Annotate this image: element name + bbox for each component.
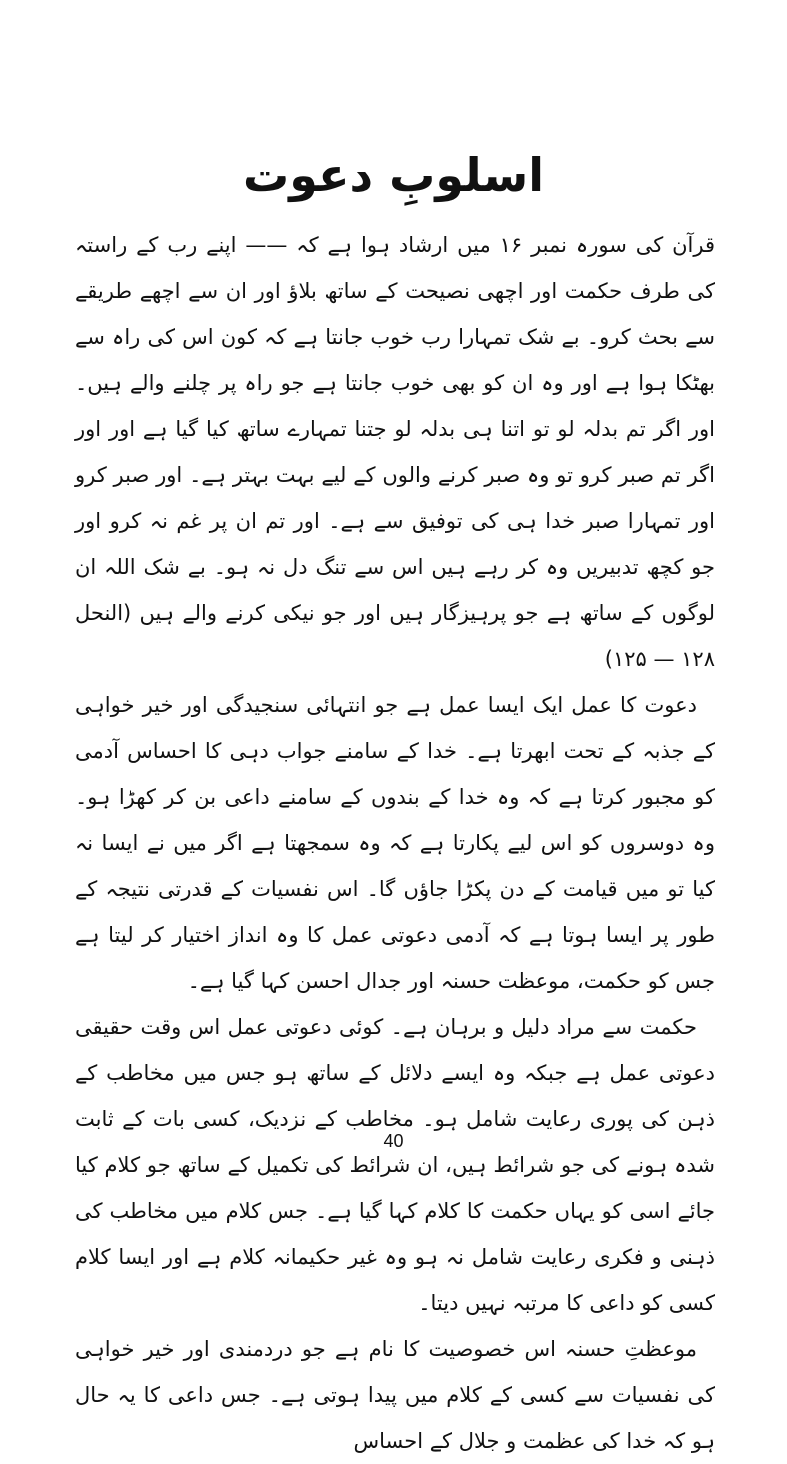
paragraph-dawah-action: دعوت کا عمل ایک ایسا عمل ہے جو انتہائی سنجیدگی اور خیر خواہی کے جذبہ کے تحت ابھرتا ہے۔ خدا کے سامنے جواب دہی کا احساس آدمی کو مجبور کرتا ہے کہ وہ خدا کے بندوں کے سامنے داعی بن کر کھڑا ہو۔ وہ دوسروں کو اس لیے پکارتا ہے کہ وہ سمجھتا ہے اگر میں نے ایسا نہ کیا تو میں قیامت کے دن پکڑا جاؤں گا۔ اس نفسیات کے قدرتی نتیجہ کے طور پر ایسا ہوتا ہے کہ آدمی دعوتی عمل کا وہ انداز اختیار کر لیتا ہے جس کو حکمت، موعظت حسنہ اور جدال احسن کہا گیا ہے۔ (75, 693, 715, 993)
body-text (75, 222, 715, 1464)
page-title: اسلوبِ دعوت (243, 148, 544, 202)
paragraph-mawizat-hasanah: موعظتِ حسنہ اس خصوصیت کا نام ہے جو دردمندی اور خیر خواہی کی نفسیات سے کسی کے کلام میں پیدا ہوتی ہے۔ جس داعی کا یہ حال ہو کہ خدا کی عظمت و جلال کے احساس (75, 1337, 715, 1453)
page-number: 40 (383, 1131, 404, 1151)
paragraph-hikmat: حکمت سے مراد دلیل و برہان ہے۔ کوئی دعوتی عمل اس وقت حقیقی دعوتی عمل ہے جبکہ وہ ایسے دلائل کے ساتھ ہو جس میں مخاطب کے ذہن کی پوری رعایت شامل ہو۔ مخاطب کے نزدیک، کسی بات کے ثابت شدہ ہونے کی جو شرائط ہیں، ان شرائط کی تکمیل کے ساتھ جو کلام کیا جائے اسی کو یہاں حکمت کا کلام کہا گیا ہے۔ جس کلام میں مخاطب کی ذہنی و فکری رعایت شامل نہ ہو وہ غیر حکیمانہ کلام ہے اور ایسا کلام کسی کو داعی کا مرتبہ نہیں دیتا۔ (75, 1015, 715, 1315)
paragraph-quran-verse: قرآن کی سورہ نمبر ۱۶ میں ارشاد ہوا ہے کہ —— اپنے رب کے راستہ کی طرف حکمت اور اچھی نصیحت کے ساتھ بلاؤ اور ان سے اچھے طریقے سے بحث کرو۔ بے شک تمہارا رب خوب جانتا ہے کہ کون اس کی راہ سے بھٹکا ہوا ہے اور وہ ان کو بھی خوب جانتا ہے جو راہ پر چلنے والے ہیں۔ اور اگر تم بدلہ لو تو اتنا ہی بدلہ لو جتنا تمہارے ساتھ کیا گیا ہے اور اور اگر تم صبر کرو تو وہ صبر کرنے والوں کے لیے بہت بہتر ہے۔ اور صبر کرو اور تمہارا صبر خدا ہی کی توفیق سے ہے۔ اور تم ان پر غم نہ کرو اور جو کچھ تدبیریں وہ کر رہے ہیں اس سے تنگ دل نہ ہو۔ بے شک اللہ ان لوگوں کے ساتھ ہے جو پرہیزگار ہیں اور جو نیکی کرنے والے ہیں (النحل ۱۲۸ — ۱۲۵) (75, 233, 715, 671)
